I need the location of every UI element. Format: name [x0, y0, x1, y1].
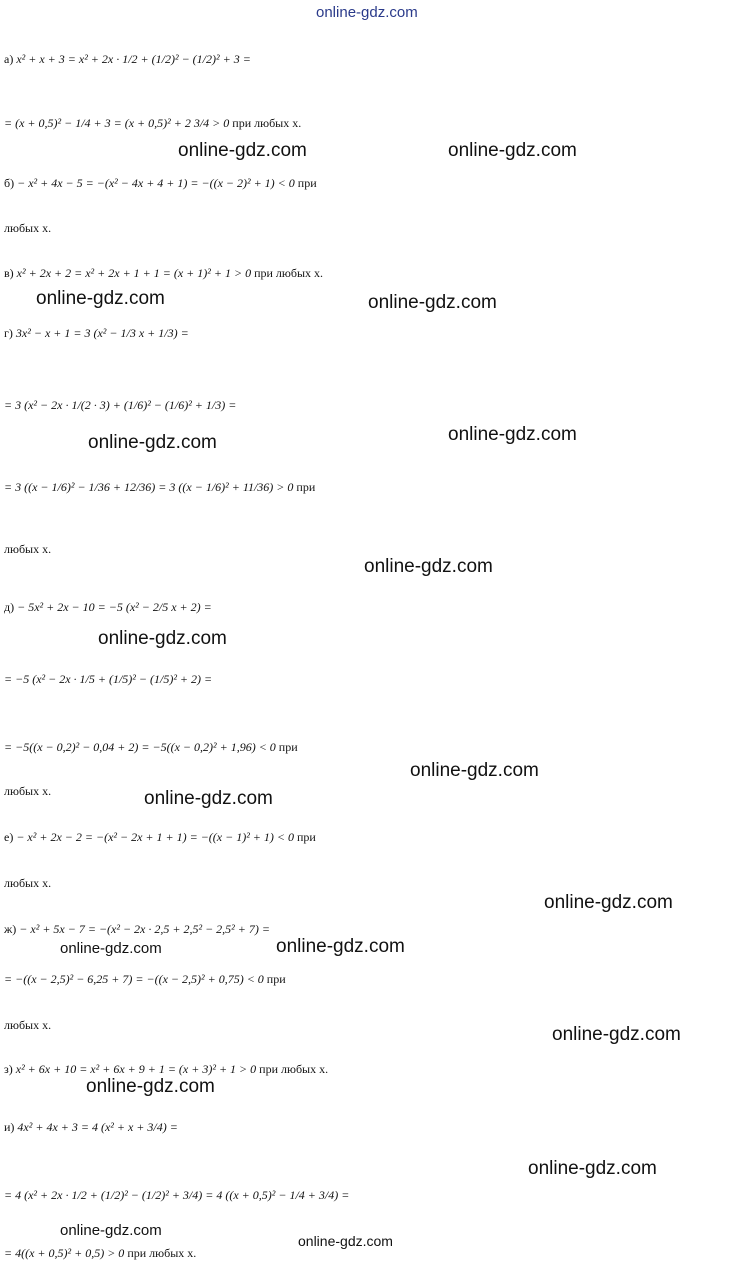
watermark: online-gdz.com	[60, 1222, 162, 1239]
math-expression: x² + 6x + 10 = x² + 6x + 9 + 1 = (x + 3)² + 1 > 0	[15, 1062, 257, 1076]
watermark: online-gdz.com	[448, 424, 577, 445]
watermark: online-gdz.com	[410, 760, 539, 781]
watermark: online-gdz.com	[552, 1024, 681, 1045]
math-expression: = (x + 0,5)² − 1/4 + 3 = (x + 0,5)² + 2 3/4 > 0	[4, 116, 230, 130]
line-g1	[4, 318, 750, 348]
watermark: online-gdz.com	[364, 556, 493, 577]
line-a1	[4, 44, 750, 74]
line-g2	[4, 390, 750, 420]
conclusion-text: при любых x.	[254, 266, 324, 280]
item-label: г)	[4, 326, 13, 340]
line-d3	[4, 732, 750, 762]
watermark: online-gdz.com	[544, 892, 673, 913]
item-label: и)	[4, 1120, 15, 1134]
conclusion-text: любых x.	[4, 542, 52, 556]
math-expression: = −((x − 2,5)² − 6,25 + 7) = −((x − 2,5)² + 0,75) < 0	[4, 972, 264, 986]
watermark: online-gdz.com	[528, 1158, 657, 1179]
line-d2	[4, 664, 750, 694]
math-expression: = 3 ((x − 1/6)² − 1/36 + 12/36) = 3 ((x − 1/6)² + 11/36) > 0	[4, 480, 294, 494]
watermark: online-gdz.com	[36, 288, 165, 309]
conclusion-text: при любых x.	[232, 116, 302, 130]
conclusion-text: при	[297, 830, 316, 844]
line-a2	[4, 108, 750, 138]
conclusion-text: любых x.	[4, 784, 52, 798]
watermark: online-gdz.com	[178, 140, 307, 161]
watermark: online-gdz.com	[298, 1233, 393, 1249]
item-label: в)	[4, 266, 14, 280]
conclusion-text: при	[296, 480, 316, 494]
line-e1	[4, 822, 750, 852]
math-expression: = 3 (x² − 2x · 1/(2 · 3) + (1/6)² − (1/6)² + 1/3) =	[4, 398, 237, 412]
line-d4	[4, 776, 750, 806]
item-label: з)	[4, 1062, 13, 1076]
watermark: online-gdz.com	[448, 140, 577, 161]
conclusion-text: при любых x.	[127, 1246, 197, 1260]
math-expression: 3x² − x + 1 = 3 (x² − 1/3 x + 1/3) =	[15, 326, 189, 340]
conclusion-text: при	[266, 972, 286, 986]
watermark: online-gdz.com	[60, 940, 162, 957]
watermark: online-gdz.com	[88, 432, 217, 453]
watermark: online-gdz.com	[86, 1076, 215, 1097]
line-i2	[4, 1180, 750, 1210]
line-b1	[4, 168, 750, 198]
watermark: online-gdz.com	[276, 936, 405, 957]
conclusion-text: при	[278, 740, 298, 754]
watermark: online-gdz.com	[368, 292, 497, 313]
line-zh2	[4, 964, 750, 994]
item-label: а)	[4, 52, 14, 66]
math-expression: 4x² + 4x + 3 = 4 (x² + x + 3/4) =	[17, 1120, 178, 1134]
watermark-top: online-gdz.com	[316, 4, 418, 21]
item-label: б)	[4, 176, 15, 190]
math-expression: x² + 2x + 2 = x² + 2x + 1 + 1 = (x + 1)² + 1 > 0	[16, 266, 252, 280]
math-expression: − x² + 4x − 5 = −(x² − 4x + 4 + 1) = −((x − 2)² + 1) < 0	[17, 176, 295, 190]
conclusion-text: любых x.	[4, 221, 52, 235]
conclusion-text: любых x.	[4, 1018, 52, 1032]
math-expression: = −5 (x² − 2x · 1/5 + (1/5)² − (1/5)² + 2) =	[4, 672, 213, 686]
watermark: online-gdz.com	[98, 628, 227, 649]
line-v1	[4, 258, 750, 288]
math-expression: − x² + 2x − 2 = −(x² − 2x + 1 + 1) = −((x − 1)² + 1) < 0	[16, 830, 294, 844]
math-expression: = −5((x − 0,2)² − 0,04 + 2) = −5((x − 0,2)² + 1,96) < 0	[4, 740, 276, 754]
conclusion-text: при любых x.	[259, 1062, 329, 1076]
line-d1	[4, 592, 750, 622]
line-b2	[4, 213, 750, 243]
conclusion-text: при	[297, 176, 317, 190]
line-i1	[4, 1112, 750, 1142]
math-expression: = 4((x + 0,5)² + 0,5) > 0	[4, 1246, 125, 1260]
conclusion-text: любых x.	[4, 876, 52, 890]
watermark: online-gdz.com	[144, 788, 273, 809]
item-label: д)	[4, 600, 15, 614]
item-label: ж)	[4, 922, 17, 936]
item-label: е)	[4, 830, 14, 844]
math-expression: − 5x² + 2x − 10 = −5 (x² − 2/5 x + 2) =	[17, 600, 212, 614]
math-expression: x² + x + 3 = x² + 2x · 1/2 + (1/2)² − (1/2)² + 3 =	[16, 52, 251, 66]
math-expression: − x² + 5x − 7 = −(x² − 2x · 2,5 + 2,5² − 2,5² + 7) =	[19, 922, 270, 936]
line-g3	[4, 472, 750, 502]
math-expression: = 4 (x² + 2x · 1/2 + (1/2)² − (1/2)² + 3/4) = 4 ((x + 0,5)² − 1/4 + 3/4) =	[4, 1188, 350, 1202]
